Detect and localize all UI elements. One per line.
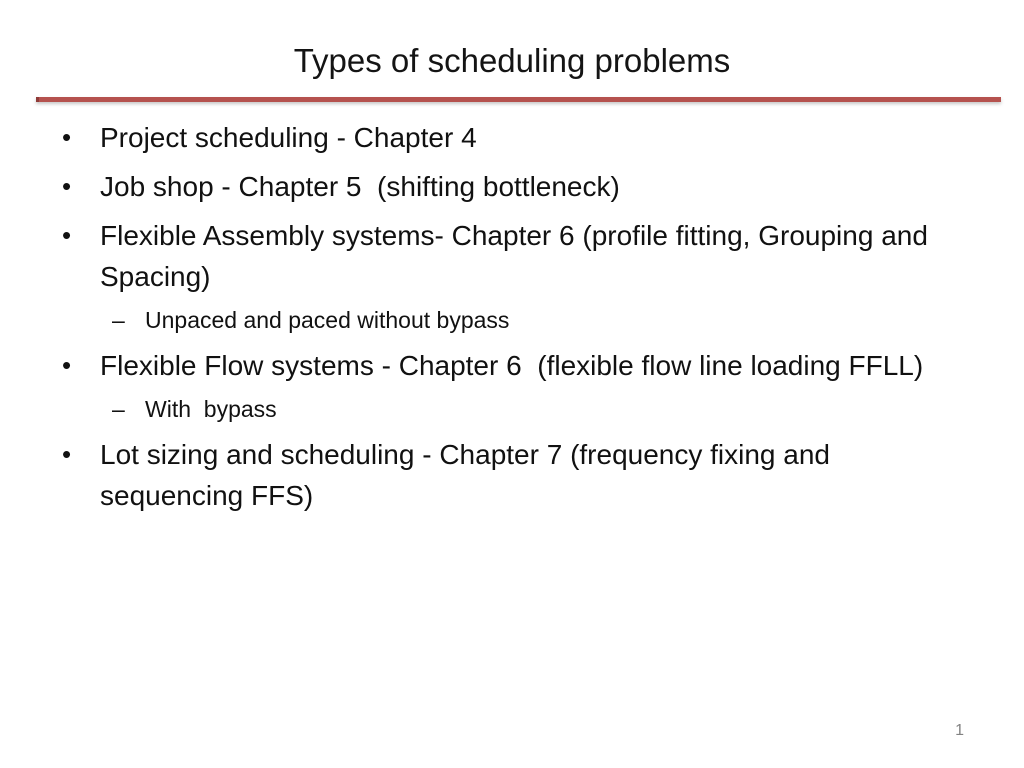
list-item-text: Flexible Flow systems - Chapter 6 (flexible flow line loading FFLL) — [100, 350, 924, 381]
dash-marker-icon: – — [112, 396, 125, 422]
list-item — [0, 166, 978, 207]
slide-title: Types of scheduling problems — [293, 42, 731, 79]
page-number: 1 — [955, 722, 964, 739]
list-item — [0, 215, 978, 297]
list-item-text: Lot sizing and scheduling - Chapter 7 (frequency fixing and sequencing FFS) — [100, 439, 838, 511]
list-item-text: Unpaced and paced without bypass — [145, 307, 510, 333]
bullet-marker-icon: • — [62, 171, 72, 201]
list-item — [0, 345, 978, 386]
list-item-text: Flexible Assembly systems- Chapter 6 (profile fitting, Grouping and Spacing) — [100, 220, 936, 292]
list-item — [0, 117, 978, 158]
list-item-text: With bypass — [145, 396, 277, 422]
bullet-marker-icon: • — [62, 220, 72, 250]
bullet-list — [0, 117, 1000, 524]
sub-list-item — [0, 389, 978, 430]
bullet-marker-icon: • — [62, 350, 72, 380]
list-item — [0, 434, 978, 516]
bullet-marker-icon: • — [62, 439, 72, 469]
list-item-text: Job shop - Chapter 5 (shifting bottleneck) — [100, 171, 620, 202]
dash-marker-icon: – — [112, 307, 125, 333]
list-item-text: Project scheduling - Chapter 4 — [100, 122, 477, 153]
title-divider — [36, 97, 1001, 102]
bullet-marker-icon: • — [62, 122, 72, 152]
sub-list-item — [0, 300, 978, 341]
